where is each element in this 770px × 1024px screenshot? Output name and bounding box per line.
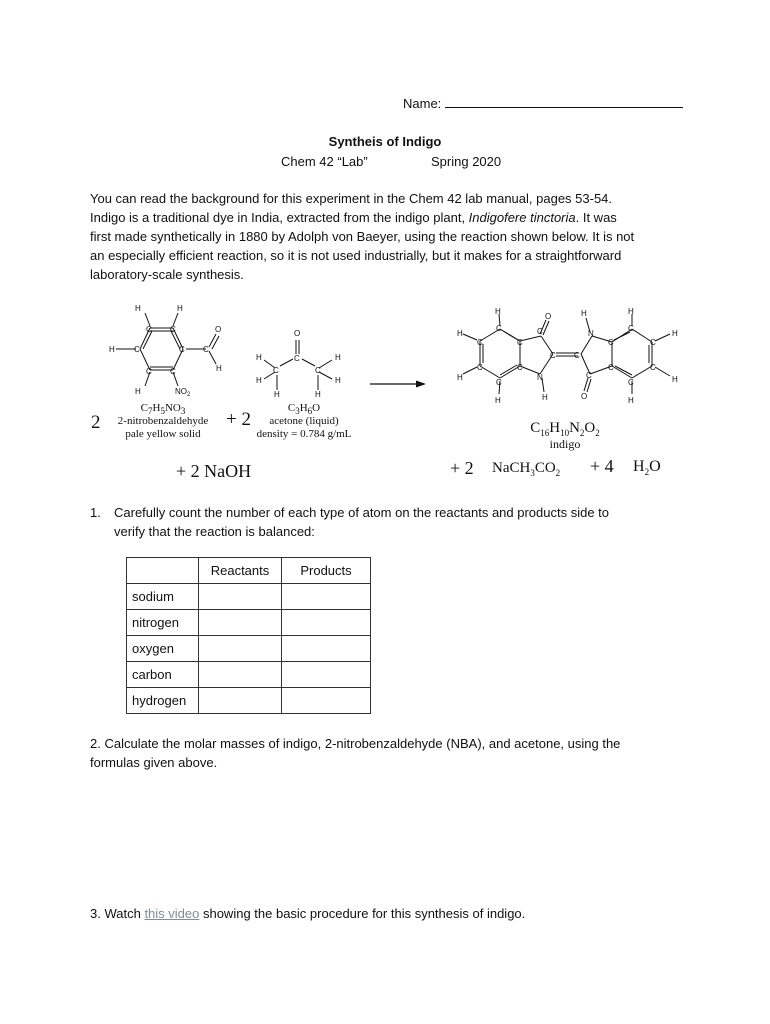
q2-text [90,734,710,772]
acetone-note: density = 0.784 g/mL [256,428,352,440]
nba-atoms [109,304,222,398]
atom-label: H [335,376,341,385]
reactants-cell[interactable] [199,662,282,688]
q3-prefix: 3. Watch [90,906,145,921]
products-cell[interactable] [282,688,371,714]
intro-line: laboratory-scale synthesis. [90,267,244,282]
atom-label: C [294,354,300,363]
course-label: Chem 42 “Lab” [281,154,368,169]
balance-table [126,557,371,714]
atom-label: H [335,353,341,362]
table-row [127,688,371,714]
atom-label: C [273,366,279,375]
atom-label: H [177,304,183,313]
reactants-cell[interactable] [199,636,282,662]
atom-label: C [550,351,556,360]
atom-label: C [496,378,502,387]
intro-text: . It was [575,210,617,225]
atom-label: H [628,396,634,405]
table-header-cell: Reactants [199,558,282,584]
atom-label: C [537,327,543,336]
video-link[interactable]: this video [144,906,200,921]
atom-label: C [170,367,176,376]
indigo-label-block [500,420,630,452]
atom-label: N [588,329,594,338]
atom-label: C [315,366,321,375]
atom-label: C [477,363,483,372]
q1-text [114,503,694,541]
reactants-cell[interactable] [199,584,282,610]
nba-coefficient: 2 [91,412,101,433]
atom-label: H [628,307,634,316]
atom-label: H [672,375,678,384]
row-label: carbon [127,662,199,688]
water-formula: $H_2O$ [633,458,661,478]
atom-label: C [608,363,614,372]
acetone-formula: $C_3H_6O$ [287,402,321,417]
atom-label: H [216,364,222,373]
products-cell[interactable] [282,610,371,636]
row-label: sodium [127,584,199,610]
products-cell[interactable] [282,662,371,688]
products-cell[interactable] [282,636,371,662]
atom-label: H [315,390,321,399]
species-name: Indigofere tinctoria [468,210,576,225]
atom-label: C [628,324,634,333]
reaction-arrow [370,381,426,388]
atom-label: C [477,338,483,347]
intro-line: first made synthetically in 1880 by Adolph von Baeyer, using the reaction shown below. It is not [90,229,635,244]
atom-label: H [581,309,587,318]
reactants-cell[interactable] [199,610,282,636]
atom-label: H [135,387,141,396]
atom-label: C [170,325,176,334]
atom-label: H [109,345,115,354]
nba-note: pale yellow solid [125,428,201,440]
atom-label: C [517,338,523,347]
water-coefficient: + 4 [590,456,614,476]
indigo-name: indigo [549,437,581,451]
table-row [127,636,371,662]
q2-line: 2. Calculate the molar masses of indigo, 2-nitrobenzaldehyde (NBA), and acetone, using the [90,736,621,751]
atom-label: C [517,363,523,372]
atom-label: C [203,345,209,354]
intro-paragraph [90,189,710,284]
indigo-structure [463,314,670,394]
atom-label: C [134,345,140,354]
products-cell[interactable] [282,584,371,610]
atom-label: O [294,329,301,338]
atom-label: C [496,324,502,333]
table-row [127,610,371,636]
atom-label: C [586,371,592,380]
atom-label: H [457,329,463,338]
reactants-cell[interactable] [199,688,282,714]
table-row [127,584,371,610]
q2-line: formulas given above. [90,755,218,770]
q1-number: 1. [90,505,101,520]
nba-label-block [98,402,228,441]
atom-label: H [274,390,280,399]
atom-label: C [146,325,152,334]
q1-line: Carefully count the number of each type of atom on the reactants and products side to [114,505,610,520]
acetone-structure [264,340,332,390]
atom-label: H [256,376,262,385]
table-header-cell: Products [282,558,371,584]
atom-label: H [542,393,548,402]
name-blank-line[interactable] [445,95,683,108]
name-label: Name: [403,96,442,111]
table-header-cell [127,558,199,584]
page-title: Syntheis of Indigo [328,134,442,149]
name-field-row [403,94,683,113]
atom-label: H [495,307,501,316]
atom-label: H [457,373,463,382]
q1-line: verify that the reaction is balanced: [114,524,315,539]
intro-line: an especially efficient reaction, so it is not used industrially, but it makes for a straightforward [90,248,622,263]
atom-label: O [545,312,552,321]
atom-label: C [650,338,656,347]
atom-label: H [135,304,141,313]
acetone-label-block [240,402,368,441]
atom-label: C [628,378,634,387]
naac-coefficient: + 2 [450,458,474,478]
nitro-label: $NO_2$ [175,387,191,398]
atom-label: C [608,338,614,347]
row-label: hydrogen [127,688,199,714]
intro-line: You can read the background for this experiment in the Chem 42 lab manual, pages 53-54. [90,191,613,206]
nba-name: 2-nitrobenzaldehyde [117,415,209,427]
table-row [127,662,371,688]
atom-label: C [146,367,152,376]
atom-label: O [581,392,588,401]
atom-label: C [574,351,580,360]
row-label: nitrogen [127,610,199,636]
atom-label: C [650,363,656,372]
acetone-coefficient: + 2 [226,409,251,430]
nba-formula: $C_7H_5NO_3$ [140,402,186,417]
indigo-formula: $C_{16}H_{10}N_2O_2$ [530,420,600,438]
atom-label: C [179,345,185,354]
table-header-row [127,558,371,584]
atom-label: H [672,329,678,338]
term-label: Spring 2020 [431,154,502,169]
reaction-structures [90,296,690,417]
row-label: oxygen [127,636,199,662]
q3-text [90,904,525,923]
q3-suffix: showing the basic procedure for this synthesis of indigo. [199,906,526,921]
naac-formula: $NaCH_3CO_2$ [492,460,561,478]
atom-label: O [215,325,222,334]
intro-line [90,208,710,227]
atom-label: N [537,373,543,382]
naoh-term: + 2 NaOH [176,461,252,481]
atom-label: H [495,396,501,405]
intro-text: Indigo is a traditional dye in India, extracted from the indigo plant, [90,210,469,225]
atom-label: H [256,353,262,362]
acetone-name: acetone (liquid) [269,415,339,427]
